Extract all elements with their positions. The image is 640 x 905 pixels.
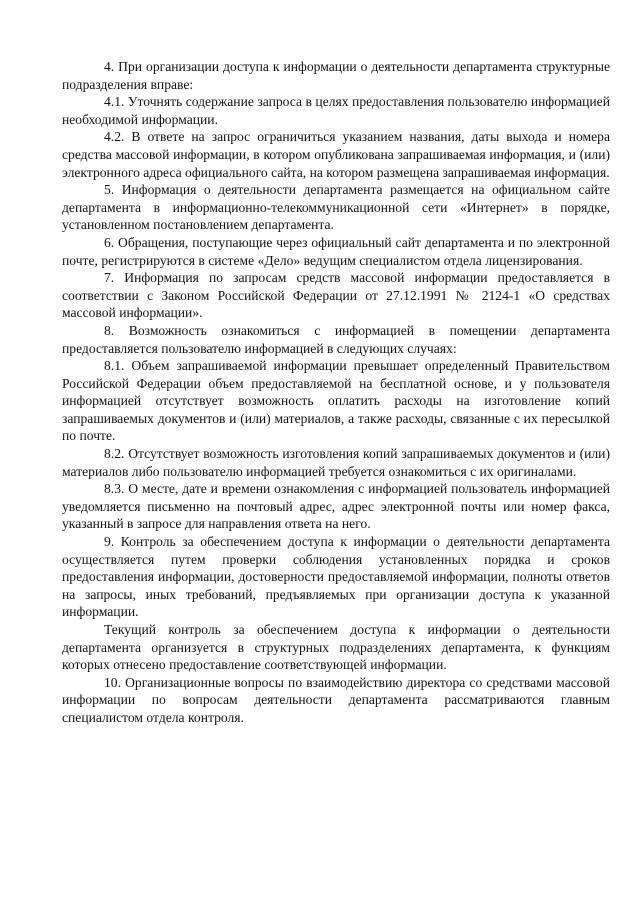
paragraph-10: 10. Организационные вопросы по взаимодействию директора со средствами массовой информации по вопросам деятельности департамента рассматриваются главным специалистом отдела контроля.: [62, 674, 610, 725]
paragraph-4-2: 4.2. В ответе на запрос ограничиться указанием названия, даты выхода и номера средства массовой информации, в котором опубликована запрашиваемая информация, и (или) электронного адреса официального сайта, на котором размещена запрашиваемая информация.: [62, 129, 610, 180]
paragraph-5: 5. Информация о деятельности департамента размещается на официальном сайте департамента в информационно-телекоммуникационной сети «Интернет» в порядке, установленном постановлением департамента.: [62, 182, 610, 233]
document-body: [62, 58, 610, 727]
paragraph-6: 6. Обращения, поступающие через официальный сайт департамента и по электронной почте, регистрируются в системе «Дело» ведущим специалистом отдела лицензирования.: [62, 234, 610, 268]
paragraph-7: 7. Информация по запросам средств массовой информации предоставляется в соответствии с Законом Российской Федерации от 27.12.1991 № 2124-1 «О средствах массовой информации».: [62, 270, 610, 321]
paragraph-8: 8. Возможность ознакомиться с информацией в помещении департамента предоставляется пользователю информацией в следующих случаях:: [62, 322, 610, 356]
paragraph-8-2: 8.2. Отсутствует возможность изготовления копий запрашиваемых документов и (или) материалов либо пользователю информацией требуется ознакомиться с их оригиналами.: [62, 446, 610, 479]
paragraph-8-1: 8.1. Объем запрашиваемой информации превышает определенный Правительством Российской Федерации объем предоставляемой на бесплатной основе, и у пользователя информацией отсутствует возможность оплатить расходы на изготовление копий запрашиваемых документов и (или) материалов, а также расходы, связанные с их пересылкой по почте.: [62, 358, 610, 444]
paragraph-8-3: 8.3. О месте, дате и времени ознакомления с информацией пользователь информацией уведомляется письменно на почтовый адрес, адрес электронной почты или номер факса, указанный в запросе для направления ответа на него.: [62, 481, 610, 532]
paragraph-4: 4. При организации доступа к информации о деятельности департамента структурные подразделения вправе:: [62, 59, 610, 92]
paragraph-4-1: 4.1. Уточнять содержание запроса в целях предоставления пользователю информацией необходимой информации.: [62, 94, 610, 127]
paragraph-9: 9. Контроль за обеспечением доступа к информации о деятельности департамента осуществляется путем проверки соблюдения установленных порядка и сроков предоставления информации, достоверности предоставляемой информации, полноты ответов на запросы, иных требований, предъявляемых при организации доступа к указанной информации.: [62, 534, 610, 620]
paragraph-current-control: Текущий контроль за обеспечением доступа к информации о деятельности департамента организуется в структурных подразделениях департамента, к функциям которых отнесено предоставление соответствующей информации.: [62, 622, 610, 673]
